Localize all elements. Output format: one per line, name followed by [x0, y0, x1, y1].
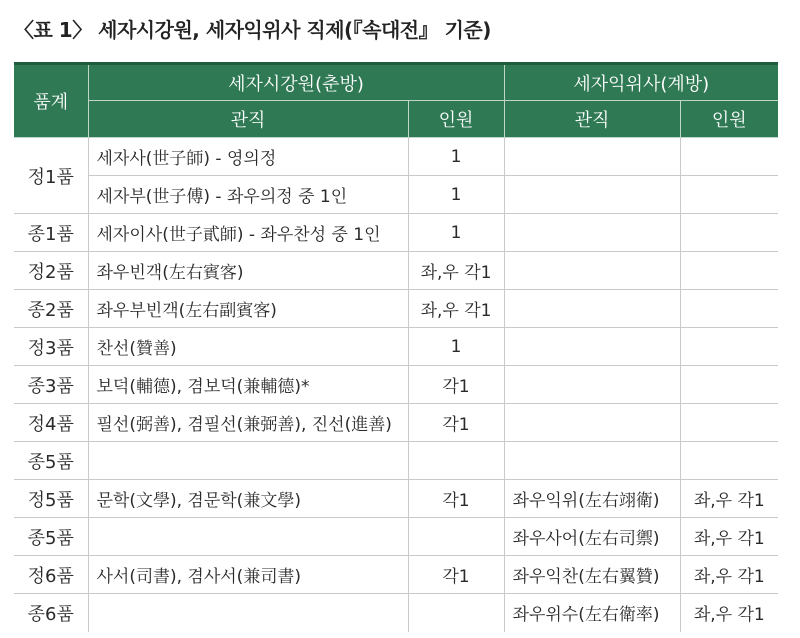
grade-cell: 종5품 — [14, 442, 88, 480]
right-title-cell — [504, 252, 680, 290]
right-count-cell — [680, 442, 778, 480]
left-count-cell: 각1 — [408, 480, 504, 518]
right-title-cell: 좌우익위(左右翊衛) — [504, 480, 680, 518]
left-title-cell — [88, 442, 408, 480]
header-group-right: 세자익위사(계방) — [504, 64, 778, 101]
right-title-cell — [504, 214, 680, 252]
left-count-cell: 좌,우 각1 — [408, 252, 504, 290]
rank-table — [14, 62, 778, 632]
right-title-cell — [504, 176, 680, 214]
left-title-cell: 찬선(贊善) — [88, 328, 408, 366]
left-count-cell: 1 — [408, 138, 504, 176]
right-count-cell — [680, 138, 778, 176]
left-title-cell: 세자이사(世子貳師) - 좌우찬성 중 1인 — [88, 214, 408, 252]
right-count-cell: 좌,우 각1 — [680, 518, 778, 556]
table-row — [14, 594, 778, 632]
left-title-cell: 보덕(輔德), 겸보덕(兼輔德)* — [88, 366, 408, 404]
right-title-cell — [504, 138, 680, 176]
right-title-cell — [504, 442, 680, 480]
right-title-cell — [504, 328, 680, 366]
left-count-cell — [408, 594, 504, 632]
left-title-cell: 문학(文學), 겸문학(兼文學) — [88, 480, 408, 518]
right-title-cell — [504, 366, 680, 404]
right-count-cell — [680, 290, 778, 328]
right-title-cell — [504, 290, 680, 328]
right-title-cell — [504, 404, 680, 442]
left-title-cell: 좌우부빈객(左右副賓客) — [88, 290, 408, 328]
left-title-cell: 세자사(世子師) - 영의정 — [88, 138, 408, 176]
left-title-cell — [88, 594, 408, 632]
header-group-left: 세자시강원(춘방) — [88, 64, 504, 101]
right-count-cell — [680, 366, 778, 404]
right-count-cell — [680, 404, 778, 442]
right-count-cell — [680, 176, 778, 214]
grade-cell: 종5품 — [14, 518, 88, 556]
header-left-count: 인원 — [408, 101, 504, 138]
right-title-cell: 좌우위수(左右衛率) — [504, 594, 680, 632]
right-count-cell: 좌,우 각1 — [680, 480, 778, 518]
header-grade: 품계 — [14, 64, 88, 138]
left-count-cell: 각1 — [408, 366, 504, 404]
left-count-cell: 1 — [408, 328, 504, 366]
left-title-cell: 사서(司書), 겸사서(兼司書) — [88, 556, 408, 594]
table-row — [14, 252, 778, 290]
left-count-cell — [408, 442, 504, 480]
header-left-title: 관직 — [88, 101, 408, 138]
grade-cell: 정1품 — [14, 138, 88, 214]
table-row — [14, 556, 778, 594]
header-right-count: 인원 — [680, 101, 778, 138]
right-count-cell: 좌,우 각1 — [680, 594, 778, 632]
table-row — [14, 138, 778, 176]
left-count-cell: 1 — [408, 214, 504, 252]
left-count-cell: 좌,우 각1 — [408, 290, 504, 328]
table-row — [14, 480, 778, 518]
grade-cell: 정6품 — [14, 556, 88, 594]
left-title-cell: 필선(弼善), 겸필선(兼弼善), 진선(進善) — [88, 404, 408, 442]
right-count-cell — [680, 252, 778, 290]
right-count-cell — [680, 328, 778, 366]
grade-cell: 종3품 — [14, 366, 88, 404]
left-count-cell: 각1 — [408, 404, 504, 442]
right-title-cell: 좌우익찬(左右翼贊) — [504, 556, 680, 594]
table-row — [14, 328, 778, 366]
table-row — [14, 290, 778, 328]
table-caption: 〈표 1〉 세자시강원, 세자익위사 직제(『속대전』 기준) — [14, 18, 491, 42]
header-right-title: 관직 — [504, 101, 680, 138]
grade-cell: 정2품 — [14, 252, 88, 290]
right-count-cell — [680, 214, 778, 252]
grade-cell: 종1품 — [14, 214, 88, 252]
left-title-cell — [88, 518, 408, 556]
table-row — [14, 442, 778, 480]
left-count-cell: 1 — [408, 176, 504, 214]
table-row — [14, 518, 778, 556]
left-title-cell: 좌우빈객(左右賓客) — [88, 252, 408, 290]
table-row — [14, 176, 778, 214]
right-title-cell: 좌우사어(左右司禦) — [504, 518, 680, 556]
left-title-cell: 세자부(世子傅) - 좌우의정 중 1인 — [88, 176, 408, 214]
right-count-cell: 좌,우 각1 — [680, 556, 778, 594]
grade-cell: 정4품 — [14, 404, 88, 442]
left-count-cell — [408, 518, 504, 556]
table-row — [14, 366, 778, 404]
table-row — [14, 214, 778, 252]
grade-cell: 종2품 — [14, 290, 88, 328]
grade-cell: 정5품 — [14, 480, 88, 518]
left-count-cell: 각1 — [408, 556, 504, 594]
table-row — [14, 404, 778, 442]
grade-cell: 종6품 — [14, 594, 88, 632]
grade-cell: 정3품 — [14, 328, 88, 366]
